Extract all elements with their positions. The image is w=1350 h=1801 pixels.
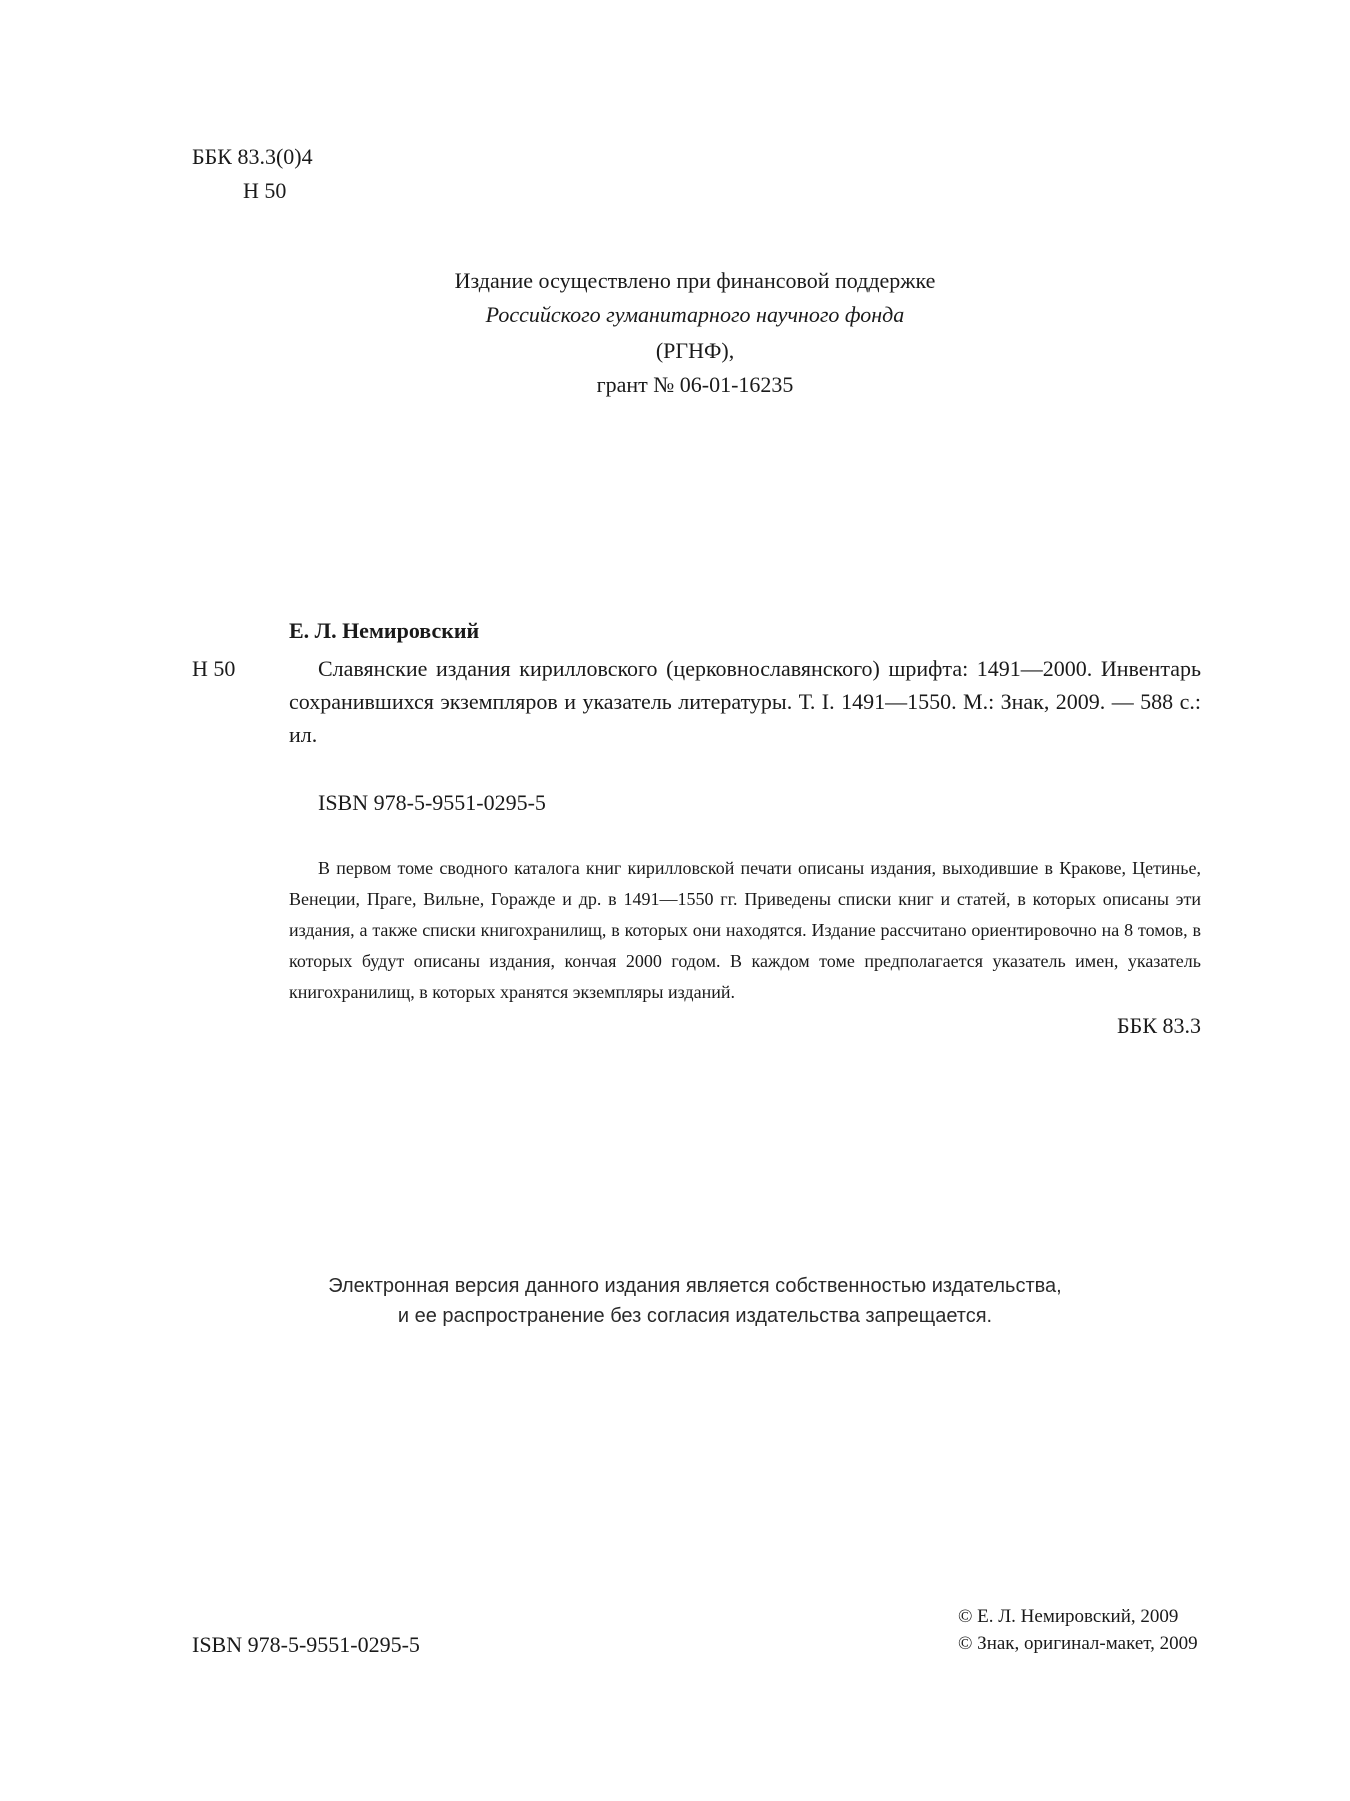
copyright-publisher: © Знак, оригинал-макет, 2009 bbox=[958, 1633, 1198, 1654]
bbk-short: ББК 83.3 bbox=[1117, 1013, 1201, 1038]
copyright-notice-line-1: Электронная версия данного издания является собственностью издательства, bbox=[328, 1275, 1062, 1297]
copyright-author: © Е. Л. Немировский, 2009 bbox=[958, 1606, 1179, 1627]
funding-grant: грант № 06-01-16235 bbox=[596, 372, 794, 397]
funding-line-1: Издание осуществлено при финансовой поддержке bbox=[454, 268, 936, 293]
author-mark-top: Н 50 bbox=[243, 178, 287, 203]
annotation: В первом томе сводного каталога книг кирилловской печати описаны издания, выходившие в Кракове, Цетинье, Венеции, Праге, Вильне, Горажде и др. в 1491—1550 гг. Приведены списки книг и статей, в которых описаны эти издания, а также списки книгохранилищ, в которых они находятся. Издание рассчитано ориентировочно на 8 томов, в которых будут описаны издания, кончая 2000 годом. В каждом томе предполагается указатель имен, указатель книгохранилищ, в которых хранятся экземпляры изданий. bbox=[289, 858, 1201, 1002]
funding-line-3: (РГНФ), bbox=[655, 338, 735, 363]
copyright-notice-line-2: и ее распространение без согласия издательства запрещается. bbox=[397, 1305, 993, 1327]
isbn-entry: ISBN 978-5-9551-0295-5 bbox=[318, 790, 546, 815]
bibliographic-description: Славянские издания кирилловского (церковнославянского) шрифта: 1491—2000. Инвентарь сохранившихся экземпляров и указатель литературы. Т. I. 1491—1550. М.: Знак, 2009. — 588 с.: ил. bbox=[289, 656, 1201, 747]
author-name: Е. Л. Немировский bbox=[289, 618, 480, 643]
bbk-classification: ББК 83.3(0)4 bbox=[192, 144, 313, 169]
author-mark: Н 50 bbox=[192, 656, 236, 681]
isbn-footer: ISBN 978-5-9551-0295-5 bbox=[192, 1632, 420, 1657]
funding-line-2: Российского гуманитарного научного фонда bbox=[485, 302, 905, 327]
